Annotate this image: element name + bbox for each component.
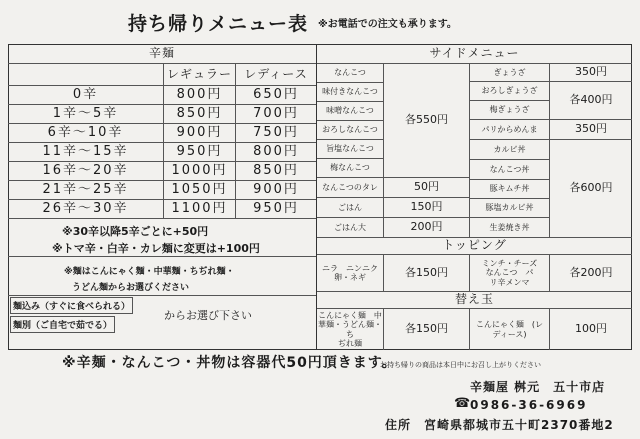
side-item: なんこつ bbox=[317, 64, 384, 83]
karamen-row-level: 1辛〜5辛 bbox=[8, 105, 164, 124]
kaedama-right-line: ディース) bbox=[492, 329, 527, 339]
kaedama-right-items bbox=[470, 309, 550, 350]
karamen-row-ladies: 700円 bbox=[236, 105, 316, 124]
karamen-row-ladies: 850円 bbox=[236, 162, 316, 181]
side-item: 豚キムチ丼 bbox=[470, 180, 550, 199]
karamen-row-regular: 950円 bbox=[164, 143, 236, 162]
side-item: パリからめんま bbox=[470, 120, 550, 140]
side-item-price: 50円 bbox=[384, 178, 470, 198]
topping-right-items bbox=[470, 255, 550, 292]
side-item: ぎょうざ bbox=[470, 64, 550, 82]
don-group-price: 各600円 bbox=[550, 140, 632, 238]
karamen-row-level: 21辛〜25辛 bbox=[8, 181, 164, 200]
shop-name: 辛麺屋 桝元 五十市店 bbox=[470, 380, 606, 394]
side-item: 梅なんこつ bbox=[317, 159, 384, 178]
container-fee-note: ※辛麺・なんこつ・丼物は容器代50円頂きます。 bbox=[62, 355, 397, 371]
karamen-row-level: 6辛〜10辛 bbox=[8, 124, 164, 143]
side-item: ごはん bbox=[317, 198, 384, 218]
side-item: なんこつ丼 bbox=[470, 160, 550, 180]
karamen-row-level: 0辛 bbox=[8, 86, 164, 105]
karamen-row-level: 16辛〜20辛 bbox=[8, 162, 164, 181]
phone-number: 0986-36-6969 bbox=[470, 398, 588, 412]
side-item: 味付きなんこつ bbox=[317, 83, 384, 102]
kaedama-left-items bbox=[317, 309, 384, 350]
karamen-row-regular: 800円 bbox=[164, 86, 236, 105]
karamen-row-regular: 850円 bbox=[164, 105, 236, 124]
divider bbox=[8, 256, 316, 257]
side-item: 梅ぎょうざ bbox=[470, 101, 550, 120]
kaedama-right-line: こんにゃく麺 (レ bbox=[476, 320, 543, 330]
option-with-noodles-label: 麺込み（すぐに食べられる） bbox=[13, 302, 131, 312]
divider bbox=[8, 295, 316, 296]
kaedama-right-price: 100円 bbox=[575, 322, 607, 336]
karamen-row-ladies: 750円 bbox=[236, 124, 316, 143]
karamen-header: 辛麺 bbox=[8, 44, 316, 64]
topping-left-line: 卵・ネギ bbox=[334, 273, 366, 282]
karamen-row-level: 26辛〜30辛 bbox=[8, 200, 164, 219]
side-item-price: 150円 bbox=[384, 198, 470, 218]
topping-right-line: なんこつ パ bbox=[485, 268, 534, 278]
topping-right-line: リ辛メンマ bbox=[489, 277, 530, 287]
side-item: 味噌なんこつ bbox=[317, 102, 384, 121]
karamen-corner bbox=[8, 64, 164, 86]
side-item: 豚塩カルビ丼 bbox=[470, 199, 550, 218]
side-item: ごはん大 bbox=[317, 218, 384, 238]
side-item: 生姜焼き丼 bbox=[470, 218, 550, 238]
topping-header: トッピング bbox=[317, 238, 632, 255]
option-with-noodles bbox=[10, 297, 133, 314]
telephone-icon: ☎ bbox=[454, 396, 471, 411]
kaedama-header: 替え玉 bbox=[317, 292, 632, 309]
side-item: おろしぎょうざ bbox=[470, 82, 550, 101]
side-item: おろしなんこつ bbox=[317, 121, 384, 140]
topping-right-price: 各200円 bbox=[550, 255, 632, 292]
page-title: 持ち帰りメニュー表 bbox=[128, 13, 309, 35]
karamen-note-noodle-line2: うどん麺からお選びください bbox=[72, 283, 190, 293]
karamen-col-regular: レギュラー bbox=[164, 64, 236, 86]
karamen-row-level: 11辛〜15辛 bbox=[8, 143, 164, 162]
takeout-note: お持ち帰りの商品は本日中にお召し上がりください bbox=[380, 361, 541, 369]
topping-right-line: ミンチ・チーズ bbox=[481, 259, 538, 269]
topping-left-price: 各150円 bbox=[384, 255, 470, 292]
karamen-note-variant: ※トマ辛・白辛・カレ麺に変更は+100円 bbox=[52, 242, 260, 255]
kaedama-left-line: 華麺・うどん麺・ち bbox=[318, 320, 382, 339]
karamen-row-regular: 900円 bbox=[164, 124, 236, 143]
karamen-col-ladies: レディース bbox=[236, 64, 316, 86]
kaedama-left-line: ぢれ麺 bbox=[338, 338, 362, 348]
side-item-price: 350円 bbox=[550, 64, 632, 82]
karamen-row-regular: 1000円 bbox=[164, 162, 236, 181]
karamen-row-regular: 1100円 bbox=[164, 200, 236, 219]
kaedama-left-price: 各150円 bbox=[384, 309, 470, 350]
side-item: カルビ丼 bbox=[470, 140, 550, 160]
shop-address: 住所 宮崎県都城市五十町2370番地2 bbox=[385, 418, 614, 432]
karamen-row-ladies: 800円 bbox=[236, 143, 316, 162]
kaedama-left-line: こんにゃく麺 中 bbox=[318, 311, 382, 321]
karamen-row-ladies: 650円 bbox=[236, 86, 316, 105]
side-item: 旨塩なんこつ bbox=[317, 140, 384, 159]
option-noodles-separate bbox=[10, 316, 115, 333]
karamen-row-regular: 1050円 bbox=[164, 181, 236, 200]
nankotsu-group-price: 各550円 bbox=[384, 64, 470, 178]
side-item: なんこつのタレ bbox=[317, 178, 384, 198]
gyoza-group-price: 各400円 bbox=[550, 82, 632, 120]
topping-left-line: ニラ ニンニク bbox=[322, 263, 378, 273]
topping-left-items bbox=[317, 255, 384, 292]
side-header: サイドメニュー bbox=[317, 44, 632, 64]
side-item-price: 200円 bbox=[384, 218, 470, 238]
option-noodles-separate-label: 麺別（ご自宅で茹でる） bbox=[13, 321, 113, 331]
karamen-note-noodle-line1: ※麺はこんにゃく麺・中華麺・ちぢれ麺・ bbox=[64, 267, 235, 277]
phone-order-note: ※お電話での注文も承ります。 bbox=[318, 19, 457, 30]
option-choice-note: からお選び下さい bbox=[164, 309, 252, 322]
karamen-row-ladies: 900円 bbox=[236, 181, 316, 200]
side-item-price: 350円 bbox=[550, 120, 632, 140]
karamen-row-ladies: 950円 bbox=[236, 200, 316, 219]
karamen-note-extra-spice: ※30辛以降5辛ごとに+50円 bbox=[62, 225, 209, 238]
